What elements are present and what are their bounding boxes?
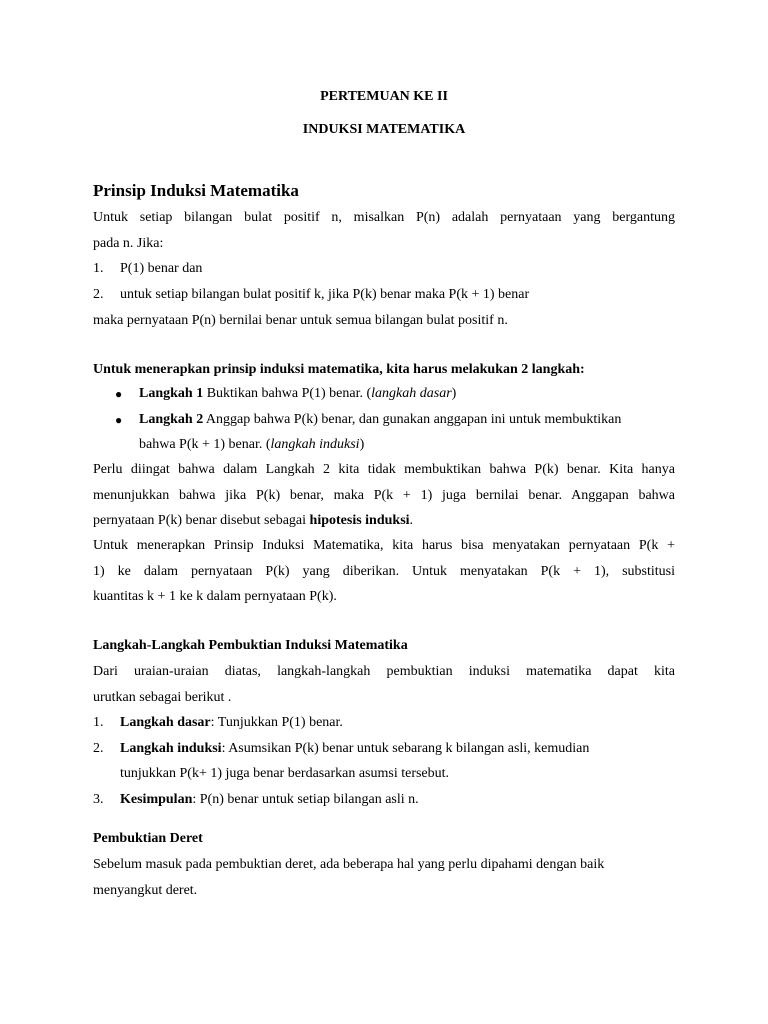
text-span: pernyataan P(k) benar disebut sebagai: [93, 513, 310, 528]
bullet-bold: Langkah 1: [139, 386, 204, 401]
paragraph-line: Perlu diingat bahwa dalam Langkah 2 kita tidak membuktikan bahwa P(k) benar. Kita hanya: [93, 462, 675, 477]
bullet-icon: ●: [115, 387, 123, 401]
item-text: : Asumsikan P(k) benar untuk sebarang k bilangan asli, kemudian: [221, 741, 590, 756]
list-item: [120, 714, 343, 732]
list-item-continuation: tunjukkan P(k+ 1) juga benar berdasarkan asumsi tersebut.: [120, 766, 450, 781]
item-text: : Tunjukkan P(1) benar.: [210, 715, 343, 730]
bullet-text: bahwa P(k + 1) benar. (: [139, 437, 271, 452]
list-item: P(1) benar dan: [120, 261, 203, 276]
text-span: .: [409, 513, 414, 528]
paragraph-line: Sebelum masuk pada pembuktian deret, ada beberapa hal yang perlu dipahami dengan baik: [93, 857, 605, 872]
section-heading-deret: Pembuktian Deret: [93, 831, 203, 846]
item-text: : P(n) benar untuk setiap bilangan asli n.: [192, 792, 419, 807]
paragraph-line: urutkan sebagai berikut .: [93, 690, 232, 705]
item-bold: Langkah induksi: [120, 741, 222, 756]
section-heading-langkah-pembuktian: Langkah-Langkah Pembuktian Induksi Matematika: [93, 638, 408, 653]
list-number: 2.: [93, 741, 104, 756]
list-item: [120, 791, 419, 809]
list-number: 1.: [93, 715, 104, 730]
paragraph-line: menunjukkan bahwa jika P(k) benar, maka P(k + 1) juga bernilai benar. Anggapan bahwa: [93, 488, 675, 503]
bullet-italic: langkah induksi: [270, 437, 360, 452]
paragraph-line: pada n. Jika:: [93, 236, 164, 251]
item-bold: Langkah dasar: [120, 715, 211, 730]
section-heading-prinsip: Prinsip Induksi Matematika: [93, 181, 299, 200]
bullet-italic: langkah dasar: [371, 386, 452, 401]
bullet-text: Buktikan bahwa P(1) benar. (: [203, 386, 372, 401]
paragraph-line: Dari uraian-uraian diatas, langkah-langkah pembuktian induksi matematika dapat kita: [93, 664, 675, 679]
paragraph-line: kuantitas k + 1 ke k dalam pernyataan P(k).: [93, 589, 337, 604]
paragraph-line: Untuk menerapkan Prinsip Induksi Matematika, kita harus bisa menyatakan pernyataan P(k +: [93, 538, 675, 553]
paragraph-line: [93, 512, 413, 530]
list-number: 2.: [93, 287, 104, 302]
bullet-text: Anggap bahwa P(k) benar, dan gunakan anggapan ini untuk membuktikan: [203, 412, 622, 427]
bullet-item: [139, 411, 621, 429]
bold-term: hipotesis induksi: [309, 513, 410, 528]
bullet-end: ): [451, 386, 457, 401]
paragraph-line: 1) ke dalam pernyataan P(k) yang diberikan. Untuk menyatakan P(k + 1), substitusi: [93, 564, 675, 579]
section-heading-langkah: Untuk menerapkan prinsip induksi matematika, kita harus melakukan 2 langkah:: [93, 362, 585, 377]
paragraph-line: maka pernyataan P(n) bernilai benar untuk semua bilangan bulat positif n.: [93, 313, 508, 328]
bullet-end: ): [359, 437, 365, 452]
bullet-bold: Langkah 2: [139, 412, 204, 427]
topic-title: INDUKSI MATEMATIKA: [302, 122, 466, 137]
meeting-title: PERTEMUAN KE II: [320, 89, 448, 104]
bullet-continuation: [139, 436, 364, 454]
item-bold: Kesimpulan: [120, 792, 193, 807]
bullet-icon: ●: [115, 413, 123, 427]
paragraph-line: Untuk setiap bilangan bulat positif n, misalkan P(n) adalah pernyataan yang bergantung: [93, 210, 675, 225]
list-number: 3.: [93, 792, 104, 807]
bullet-item: [139, 385, 456, 403]
list-item: [120, 740, 675, 758]
list-number: 1.: [93, 261, 104, 276]
paragraph-line: menyangkut deret.: [93, 883, 198, 898]
list-item: untuk setiap bilangan bulat positif k, jika P(k) benar maka P(k + 1) benar: [120, 287, 530, 302]
